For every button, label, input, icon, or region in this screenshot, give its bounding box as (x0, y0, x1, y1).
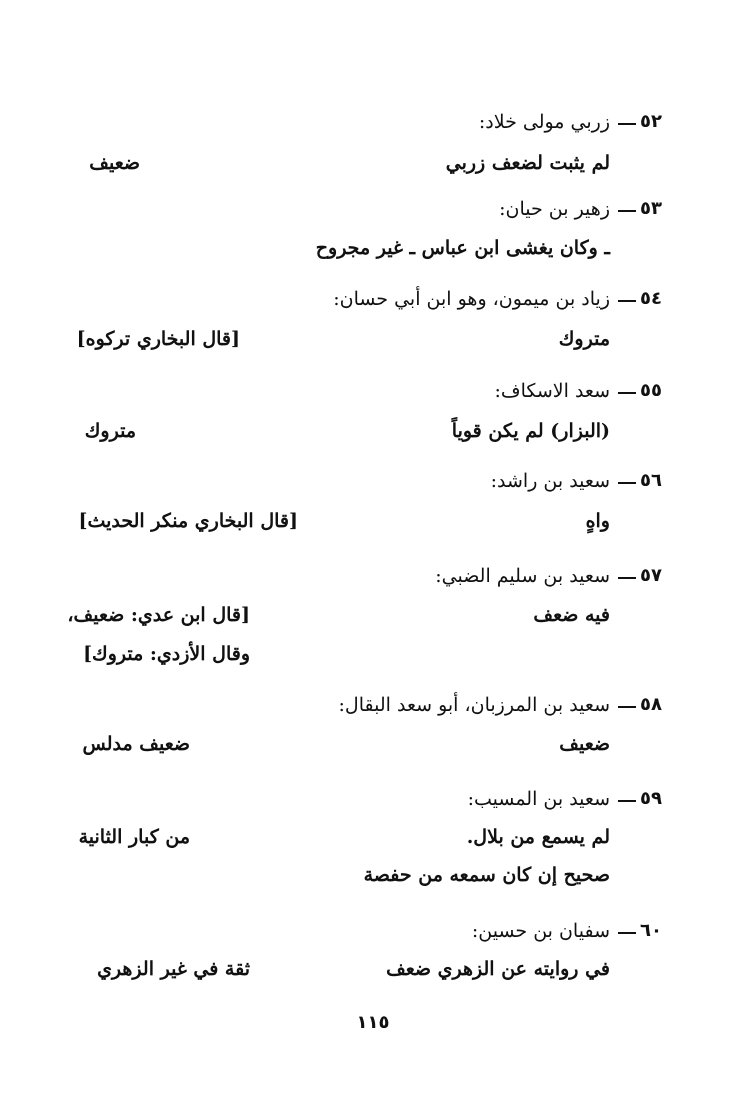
entry-comment: في روايته عن الزهري ضعف (386, 958, 610, 980)
entry-number: ٥٦ (640, 470, 662, 491)
entry-dash (618, 123, 636, 125)
entry-dash (618, 300, 636, 302)
entry-side-note: [قال ابن عدي: ضعيف، (67, 604, 250, 626)
entry-name: سعيد بن راشد: (490, 470, 610, 492)
entry-number: ٥٣ (640, 198, 662, 219)
entry-side-note: متروك (84, 420, 136, 442)
entry-number: ٥٨ (640, 694, 662, 715)
entry-side-note: ثقة في غير الزهري (97, 958, 250, 980)
entry-dash (618, 482, 636, 484)
entry-name: زهير بن حيان: (499, 198, 610, 220)
entry-comment: لم يسمع من بلال. (466, 826, 610, 848)
entry-name: زربي مولى خلاد: (478, 111, 610, 133)
entry-dash (618, 577, 636, 579)
entry-number: ٥٢ (640, 111, 662, 132)
entry-dash (618, 932, 636, 934)
entry-comment: صحيح إن كان سمعه من حفصة (363, 864, 610, 886)
entry-dash (618, 392, 636, 394)
entry-number: ٥٤ (640, 288, 662, 309)
entry-name: سعيد بن سليم الضبي: (435, 565, 610, 587)
entry-side-note: وقال الأزدي: متروك] (83, 643, 250, 665)
entry-side-note: ضعيف مدلس (82, 733, 190, 755)
entry-comment: واهٍ (585, 510, 610, 532)
entry-comment: ضعيف (559, 733, 610, 755)
entry-comment: متروك (558, 328, 610, 350)
entry-number: ٥٩ (640, 788, 662, 809)
entry-side-note: [قال البخاري منكر الحديث] (78, 510, 298, 532)
entry-dash (618, 210, 636, 212)
entry-name: سعيد بن المسيب: (467, 788, 610, 810)
page-number: ١١٥ (356, 1012, 390, 1033)
entry-comment: ـ وكان يغشى ابن عباس ـ غير مجروح (315, 237, 610, 259)
entry-name: زياد بن ميمون، وهو ابن أبي حسان: (333, 288, 610, 310)
entry-dash (618, 800, 636, 802)
entry-name: سعيد بن المرزبان، أبو سعد البقال: (338, 694, 610, 716)
entry-number: ٥٧ (640, 565, 662, 586)
entry-side-note: [قال البخاري تركوه] (76, 328, 240, 350)
entry-comment: (البزار) لم يكن قوياً (451, 420, 610, 442)
entry-side-note: ضعيف (89, 152, 140, 174)
entry-name: سفيان بن حسين: (471, 920, 610, 942)
entry-number: ٦٠ (640, 920, 662, 941)
entry-number: ٥٥ (640, 380, 662, 401)
entry-name: سعد الاسكاف: (494, 380, 610, 402)
entry-side-note: من كبار الثانية (78, 826, 190, 848)
entry-dash (618, 706, 636, 708)
entry-comment: لم يثبت لضعف زربي (445, 152, 610, 174)
entry-comment: فيه ضعف (533, 604, 610, 626)
